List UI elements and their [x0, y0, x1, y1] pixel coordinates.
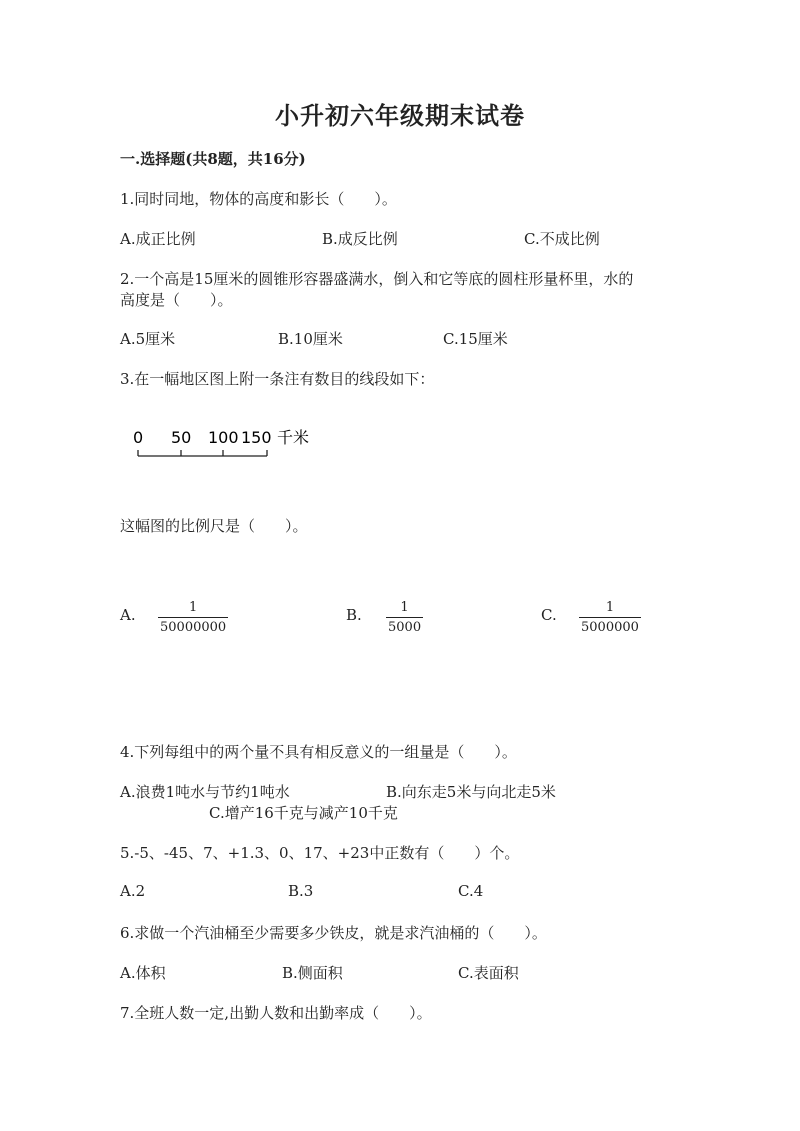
page-title: 小升初六年级期末试卷 [275, 101, 525, 130]
section-heading: 一.选择题(共8题，共16分) [120, 150, 306, 168]
question-3-prompt: 这幅图的比例尺是（ ）。 [120, 517, 308, 535]
fraction-numerator: 1 [400, 600, 409, 615]
q2-option-c: C.15厘米 [443, 330, 508, 348]
question-5: 5.-5、-45、7、+1.3、0、17、+23中正数有（ ）个。 [120, 844, 520, 862]
scale-label-100: 100 [208, 428, 239, 447]
q1-option-a: A.成正比例 [120, 230, 196, 248]
q4-option-b: B.向东走5米与向北走5米 [386, 783, 556, 801]
q5-option-a: A.2 [120, 882, 146, 900]
question-1: 1.同时同地，物体的高度和影长（ ）。 [120, 190, 397, 208]
question-2-line1: 2.一个高是15厘米的圆锥形容器盛满水，倒入和它等底的圆柱形量杯里，水的 [120, 270, 634, 288]
question-7: 7.全班人数一定,出勤人数和出勤率成（ ）。 [120, 1004, 432, 1022]
q1-option-b: B.成反比例 [322, 230, 398, 248]
scale-unit-label: 千米 [277, 428, 310, 447]
q3-option-a-fraction [158, 600, 228, 635]
q4-option-c: C.增产16千克与减产10千克 [209, 804, 398, 822]
q3-option-c-fraction [579, 600, 641, 635]
q3-option-c-label: C. [541, 606, 557, 624]
q3-option-b-fraction [386, 600, 423, 635]
question-3: 3.在一幅地区图上附一条注有数目的线段如下： [120, 370, 435, 388]
q4-option-a: A.浪费1吨水与节约1吨水 [120, 783, 290, 801]
q6-option-c: C.表面积 [458, 964, 519, 982]
scale-bar [130, 422, 330, 466]
scale-label-0: 0 [133, 428, 144, 447]
fraction-denominator: 50000000 [158, 617, 228, 635]
scale-label-150: 150 [241, 428, 272, 447]
question-2-line2: 高度是（ ）。 [120, 291, 233, 309]
q5-option-b: B.3 [288, 882, 314, 900]
q6-option-a: A.体积 [120, 964, 166, 982]
q1-option-c: C.不成比例 [524, 230, 600, 248]
q3-option-a-label: A. [120, 606, 136, 624]
q3-option-b-label: B. [346, 606, 362, 624]
fraction-denominator: 5000000 [579, 617, 641, 635]
q2-option-a: A.5厘米 [120, 330, 176, 348]
fraction-denominator: 5000 [386, 617, 423, 635]
fraction-numerator: 1 [188, 600, 198, 615]
fraction-numerator: 1 [605, 600, 615, 615]
q5-option-c: C.4 [458, 882, 484, 900]
question-4: 4.下列每组中的两个量不具有相反意义的一组量是（ ）。 [120, 743, 517, 761]
q2-option-b: B.10厘米 [278, 330, 343, 348]
q6-option-b: B.侧面积 [282, 964, 343, 982]
scale-label-50: 50 [171, 428, 192, 447]
question-6: 6.求做一个汽油桶至少需要多少铁皮，就是求汽油桶的（ ）。 [120, 924, 547, 942]
